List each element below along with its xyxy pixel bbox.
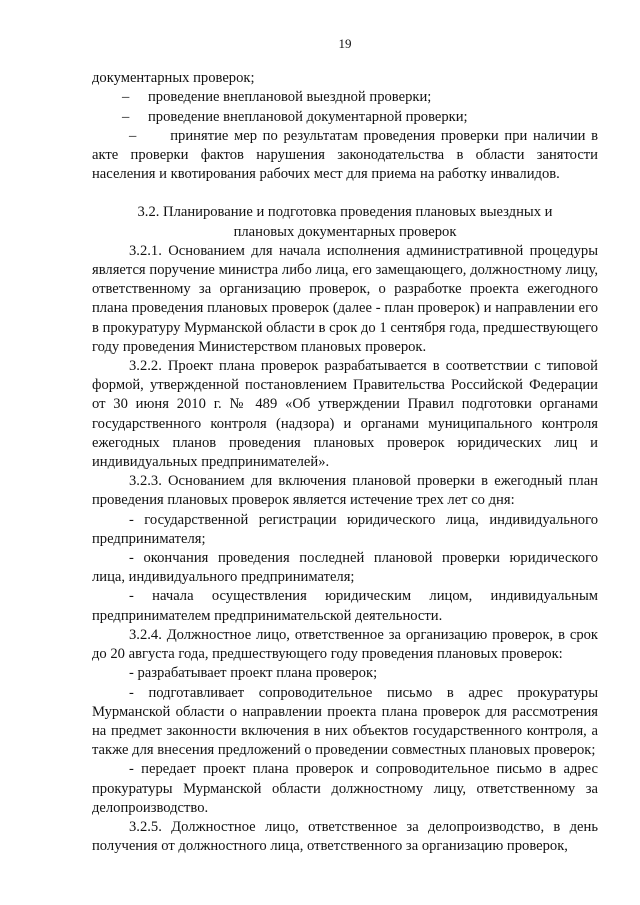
paragraph: - окончания проведения последней плановой проверки юридического лица, индивидуального предпринимателя; <box>92 550 598 586</box>
paragraph: - передает проект плана проверок и сопроводительное письмо в адрес прокуратуры Мурманской области должностному лицу, ответственному за делопроизводство. <box>92 761 598 816</box>
paragraph: 3.2.4. Должностное лицо, ответственное за организацию проверок, в срок до 20 августа года, предшествующего году проведения плановых проверок: <box>92 626 598 663</box>
paragraph: - разрабатывает проект плана проверок; <box>129 665 378 682</box>
paragraph: - подготавливает сопроводительное письмо в адрес прокуратуры Мурманской области о направлении проекта плана проверок для рассмотрения на предмет законности включения в них объектов государственного контроля, а также для внесения предложений о проведении совместных плановых проверок; <box>92 684 598 759</box>
bullet-text: проведение внеплановой выездной проверки; <box>148 89 432 106</box>
paragraph: - государственной регистрации юридического лица, индивидуального предпринимателя; <box>92 511 598 547</box>
bullet-dash: – <box>122 89 130 106</box>
bullet-text: принятие мер по результатам проведения проверки при наличии в акте проверки фактов нарушения законодательства в области занятости населения и квотирования рабочих мест для приема на работку инвалидов. <box>92 127 598 183</box>
page-number: 19 <box>338 36 352 51</box>
bullet-dash: – <box>129 127 137 144</box>
bullet-text: проведение внеплановой документарной проверки; <box>148 108 468 125</box>
section-heading: 3.2. Планирование и подготовка проведения плановых выездных и <box>137 204 553 221</box>
section-heading-line2: плановых документарных проверок <box>233 223 457 240</box>
top-text: документарных проверок; <box>92 70 255 87</box>
bullet-item-long <box>92 127 598 185</box>
bullet-item <box>92 108 598 127</box>
paragraph: 3.2.1. Основанием для начала исполнения административной процедуры является поручение министра либо лица, его замещающего, должностному лицу, ответственному за организацию проверок, о разработке проекта ежегодного плана проведения плановых проверок (далее - план проверок) и направлении его в прокуратуру Мурманской области в срок до 1 сентября года, предшествующего году проведения Министерством плановых проверок. <box>92 242 598 355</box>
bullet-item <box>92 88 598 107</box>
document-page <box>92 34 598 856</box>
paragraph: 3.2.3. Основанием для включения плановой проверки в ежегодный план проведения плановых проверок является истечение трех лет со дня: <box>92 473 598 509</box>
paragraph: 3.2.5. Должностное лицо, ответственное за делопроизводство, в день получения от должностного лица, ответственного за организацию проверок, <box>92 818 598 855</box>
paragraph: - начала осуществления юридическим лицом, индивидуальным предпринимателем предпринимательской деятельности. <box>92 588 598 624</box>
paragraph: 3.2.2. Проект плана проверок разрабатывается в соответствии с типовой формой, утвержденной постановлением Правительства Российской Федерации от 30 июня 2010 г. № 489 «Об утверждении Правил подготовки органами государственного контроля (надзора) и органами муниципального контроля ежегодных планов проведения плановых проверок юридических лиц и индивидуальных предпринимателей». <box>92 358 598 471</box>
section-spacer <box>92 184 598 203</box>
bullet-dash: – <box>122 108 130 125</box>
